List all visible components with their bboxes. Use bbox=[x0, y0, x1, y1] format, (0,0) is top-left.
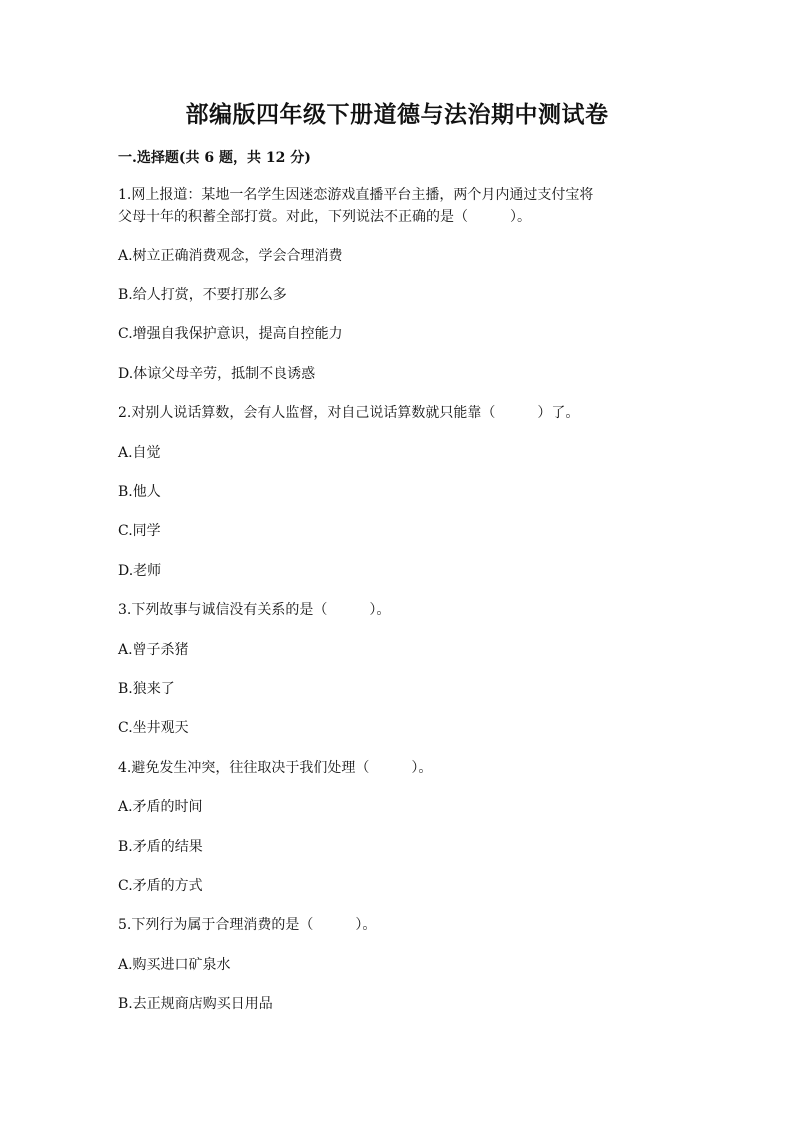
question-5-option-a: A.购买进口矿泉水 bbox=[118, 957, 231, 973]
question-1-option-c: C.增强自我保护意识，提高自控能力 bbox=[118, 326, 343, 342]
question-4-option-c: C.矛盾的方式 bbox=[118, 878, 203, 894]
question-4-option-b: B.矛盾的结果 bbox=[118, 839, 203, 855]
question-1-stem-line-2: 父母十年的积蓄全部打赏。对此，下列说法不正确的是（ ）。 bbox=[118, 209, 531, 225]
question-1-option-d: D.体谅父母辛劳，抵制不良诱惑 bbox=[118, 366, 316, 382]
section-heading: 一.选择题(共 6 题，共 12 分) bbox=[118, 150, 311, 166]
question-3-option-a: A.曾子杀猪 bbox=[118, 642, 189, 658]
question-2-option-c: C.同学 bbox=[118, 523, 161, 539]
question-4-option-a: A.矛盾的时间 bbox=[118, 799, 203, 815]
question-1-option-b: B.给人打赏，不要打那么多 bbox=[118, 287, 287, 303]
page-title: 部编版四年级下册道德与法治期中测试卷 bbox=[185, 102, 609, 128]
question-3-option-b: B.狼来了 bbox=[118, 681, 175, 697]
question-1-option-a: A.树立正确消费观念，学会合理消费 bbox=[118, 248, 343, 264]
question-1-stem-line-1: 1.网上报道：某地一名学生因迷恋游戏直播平台主播，两个月内通过支付宝将 bbox=[118, 187, 594, 203]
question-3-option-c: C.坐井观天 bbox=[118, 720, 189, 736]
question-2-option-a: A.自觉 bbox=[118, 445, 161, 461]
question-2-option-d: D.老师 bbox=[118, 563, 162, 579]
question-2-stem: 2.对别人说话算数，会有人监督，对自己说话算数就只能靠（ ）了。 bbox=[118, 405, 580, 421]
question-3-stem: 3.下列故事与诚信没有关系的是（ ）。 bbox=[118, 602, 391, 618]
question-4-stem: 4.避免发生冲突，往往取决于我们处理（ ）。 bbox=[118, 760, 433, 776]
question-5-option-b: B.去正规商店购买日用品 bbox=[118, 996, 273, 1012]
question-5-stem: 5.下列行为属于合理消费的是（ ）。 bbox=[118, 917, 377, 933]
question-2-option-b: B.他人 bbox=[118, 484, 161, 500]
